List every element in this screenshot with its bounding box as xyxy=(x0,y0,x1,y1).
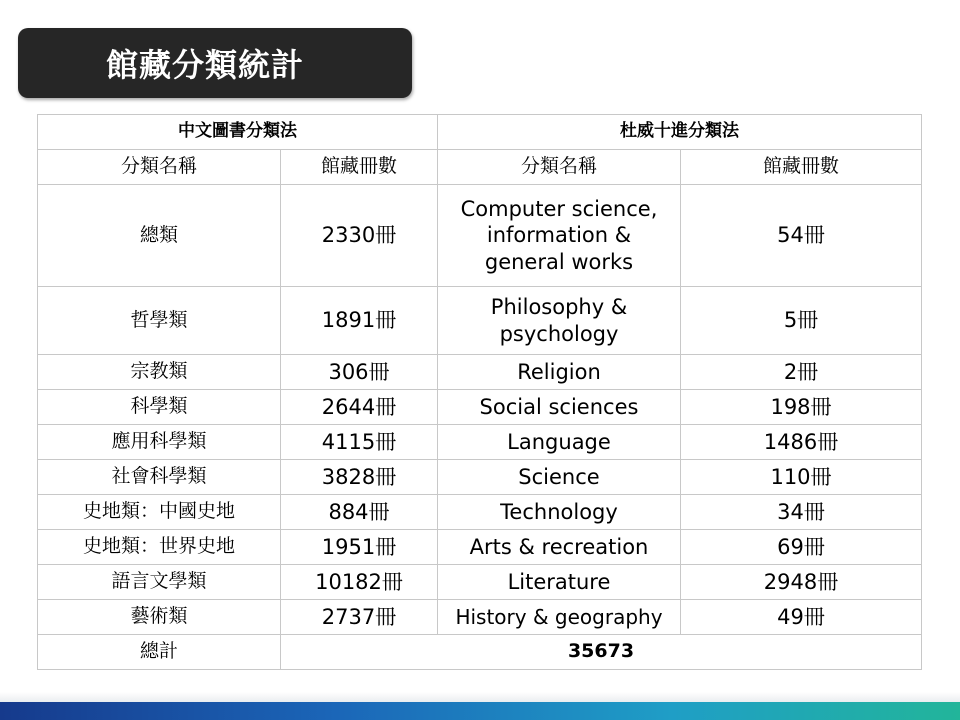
dewey-category-count: 34冊 xyxy=(681,495,922,530)
table-row xyxy=(38,425,922,460)
zh-category-name: 應用科學類 xyxy=(38,425,281,460)
zh-category-name: 哲學類 xyxy=(38,287,281,355)
total-label: 總計 xyxy=(38,635,281,670)
page-title: 館藏分類統計 xyxy=(106,46,305,84)
dewey-category-count: 49冊 xyxy=(681,600,922,635)
table-row xyxy=(38,185,922,287)
dewey-category-count: 2948冊 xyxy=(681,565,922,600)
footer-gradient-bar xyxy=(0,702,960,720)
dewey-category-name: Language xyxy=(438,425,681,460)
table-row xyxy=(38,355,922,390)
dewey-category-name: Religion xyxy=(438,355,681,390)
dewey-category-name: Social sciences xyxy=(438,390,681,425)
dewey-category-name-text: Philosophy & psychology xyxy=(490,295,628,346)
total-row xyxy=(38,635,922,670)
table-row xyxy=(38,495,922,530)
zh-category-name: 史地類：世界史地 xyxy=(38,530,281,565)
table-row xyxy=(38,390,922,425)
zh-category-count: 4115冊 xyxy=(281,425,438,460)
dewey-category-name: Technology xyxy=(438,495,681,530)
dewey-category-count: 2冊 xyxy=(681,355,922,390)
column-header: 分類名稱 xyxy=(38,150,281,185)
system-dewey-classification: 杜威十進分類法 xyxy=(438,115,922,150)
zh-category-count: 1951冊 xyxy=(281,530,438,565)
zh-category-name: 藝術類 xyxy=(38,600,281,635)
table-row xyxy=(38,530,922,565)
footer-shadow xyxy=(0,692,960,702)
zh-category-name: 社會科學類 xyxy=(38,460,281,495)
column-header: 分類名稱 xyxy=(438,150,681,185)
zh-category-count: 2330冊 xyxy=(281,185,438,287)
dewey-category-name xyxy=(438,185,681,287)
dewey-category-count: 110冊 xyxy=(681,460,922,495)
dewey-category-count: 69冊 xyxy=(681,530,922,565)
system-chinese-classification: 中文圖書分類法 xyxy=(38,115,438,150)
dewey-category-name xyxy=(438,287,681,355)
system-header-row xyxy=(38,115,922,150)
title-banner xyxy=(18,28,412,98)
zh-category-count: 306冊 xyxy=(281,355,438,390)
dewey-category-name-text: Computer science, information & general works xyxy=(460,197,658,274)
table-row xyxy=(38,600,922,635)
collection-stats-table xyxy=(37,114,922,670)
dewey-category-count: 5冊 xyxy=(681,287,922,355)
zh-category-name: 語言文學類 xyxy=(38,565,281,600)
dewey-category-count: 54冊 xyxy=(681,185,922,287)
dewey-category-count: 1486冊 xyxy=(681,425,922,460)
zh-category-name: 宗教類 xyxy=(38,355,281,390)
dewey-category-name: Science xyxy=(438,460,681,495)
zh-category-count: 2737冊 xyxy=(281,600,438,635)
dewey-category-name: Arts & recreation xyxy=(438,530,681,565)
zh-category-name: 科學類 xyxy=(38,390,281,425)
zh-category-count: 10182冊 xyxy=(281,565,438,600)
column-header: 館藏冊數 xyxy=(681,150,922,185)
zh-category-count: 884冊 xyxy=(281,495,438,530)
zh-category-count: 1891冊 xyxy=(281,287,438,355)
dewey-category-name: History & geography xyxy=(438,600,681,635)
column-header: 館藏冊數 xyxy=(281,150,438,185)
zh-category-count: 3828冊 xyxy=(281,460,438,495)
dewey-category-count: 198冊 xyxy=(681,390,922,425)
table-row xyxy=(38,287,922,355)
column-header-row xyxy=(38,150,922,185)
zh-category-name: 史地類：中國史地 xyxy=(38,495,281,530)
table-row xyxy=(38,460,922,495)
zh-category-count: 2644冊 xyxy=(281,390,438,425)
table-row xyxy=(38,565,922,600)
dewey-category-name: Literature xyxy=(438,565,681,600)
total-value: 35673 xyxy=(281,635,922,670)
zh-category-name: 總類 xyxy=(38,185,281,287)
